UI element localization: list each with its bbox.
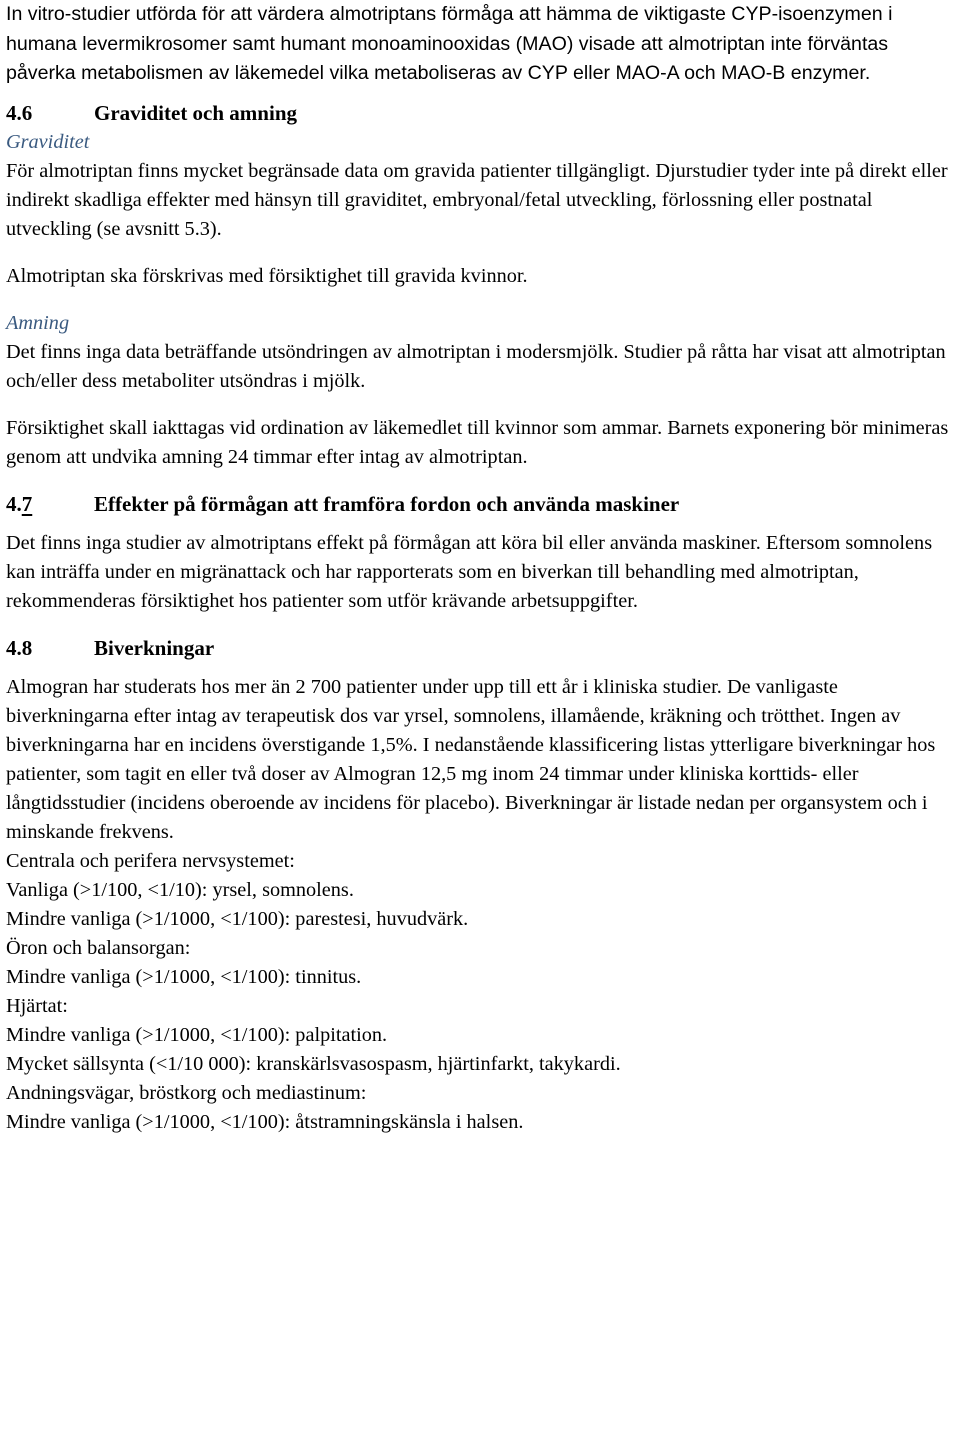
group-line: Mindre vanliga (>1/1000, <1/100): åtstramningskänsla i halsen.	[6, 1110, 524, 1133]
lactation-paragraph-2: Försiktighet skall iakttagas vid ordination av läkemedlet till kvinnor som ammar. Barnets exponering bör minimeras genom att undvika amning 24 timmar efter intag av almotriptan.	[6, 416, 949, 468]
section-4-6-heading	[6, 99, 954, 128]
section-number-underlined: 7	[21, 491, 33, 516]
section-4-7-heading	[6, 490, 954, 519]
section-number-main: 4.	[6, 491, 22, 516]
group-line: Mycket sällsynta (<1/10 000): kranskärlsvasospasm, hjärtinfarkt, takykardi.	[6, 1052, 621, 1075]
subheading-lactation: Amning	[6, 311, 70, 334]
section-title: Graviditet och amning	[94, 100, 297, 125]
section-4-8-body: Almogran har studerats hos mer än 2 700 patienter under upp till ett år i kliniska studier. De vanligaste biverkningarna efter intag av terapeutisk dos var yrsel, somnolens, illamående, kräkning och trötthet. Ingen av biverkningarna har en incidens överstigande 1,5%. I nedanstående klassificering listas ytterligare biverkningar hos patienter, som tagit en eller två doser av Almogran 12,5 mg inom 24 timmar under kliniska korttids- eller långtidsstudier (incidens oberoende av incidens för placebo). Biverkningar är listade nedan per organsystem och i minskande frekvens.	[6, 675, 936, 843]
lactation-paragraph-1: Det finns inga data beträffande utsöndringen av almotriptan i modersmjölk. Studier på råtta har visat att almotriptan och/eller dess metaboliter utsöndras i mjölk.	[6, 340, 946, 392]
pregnancy-paragraph-1: För almotriptan finns mycket begränsade data om gravida patienter tillgängligt. Djurstudier tyder inte på direkt eller indirekt skadliga effekter med hänsyn till graviditet, embryonal/fetal utveckling, förlossning eller postnatal utveckling (se avsnitt 5.3).	[6, 159, 948, 240]
adverse-group-respiratory	[6, 1079, 954, 1137]
group-line: Mindre vanliga (>1/1000, <1/100): palpitation.	[6, 1023, 388, 1046]
intro-paragraph: In vitro-studier utförda för att värdera almotriptans förmåga att hämma de viktigaste CYP-isoenzymen i humana levermikrosomer samt humant monoaminooxidas (MAO) visade att almotriptan inte förväntas påverka metabolismen av läkemedel vilka metaboliseras av CYP eller MAO-A och MAO-B enzymer.	[6, 3, 893, 84]
section-number	[6, 490, 94, 519]
pregnancy-paragraph-2: Almotriptan ska förskrivas med försiktighet till gravida kvinnor.	[6, 264, 528, 287]
section-number: 4.6	[6, 100, 33, 125]
section-title: Biverkningar	[94, 635, 215, 660]
section-4-8-heading	[6, 634, 954, 663]
adverse-group-heart	[6, 992, 954, 1079]
group-heading: Centrala och perifera nervsystemet:	[6, 849, 295, 872]
group-heading: Andningsvägar, bröstkorg och mediastinum:	[6, 1081, 367, 1104]
section-number: 4.8	[6, 635, 33, 660]
group-heading: Hjärtat:	[6, 994, 68, 1017]
group-heading: Öron och balansorgan:	[6, 936, 191, 959]
group-line: Mindre vanliga (>1/1000, <1/100): tinnitus.	[6, 965, 362, 988]
group-line: Vanliga (>1/100, <1/10): yrsel, somnolens.	[6, 878, 354, 901]
section-title: Effekter på förmågan att framföra fordon och använda maskiner	[94, 491, 680, 516]
adverse-group-nervous-system	[6, 847, 954, 934]
adverse-group-ear	[6, 934, 954, 992]
subheading-pregnancy: Graviditet	[6, 130, 90, 153]
section-4-7-body: Det finns inga studier av almotriptans effekt på förmågan att köra bil eller använda maskiner. Eftersom somnolens kan inträffa under en migränattack och har rapporterats som en biverkan till behandling med almotriptan, rekommenderas försiktighet hos patienter som utför krävande arbetsuppgifter.	[6, 531, 933, 612]
group-line: Mindre vanliga (>1/1000, <1/100): parestesi, huvudvärk.	[6, 907, 469, 930]
